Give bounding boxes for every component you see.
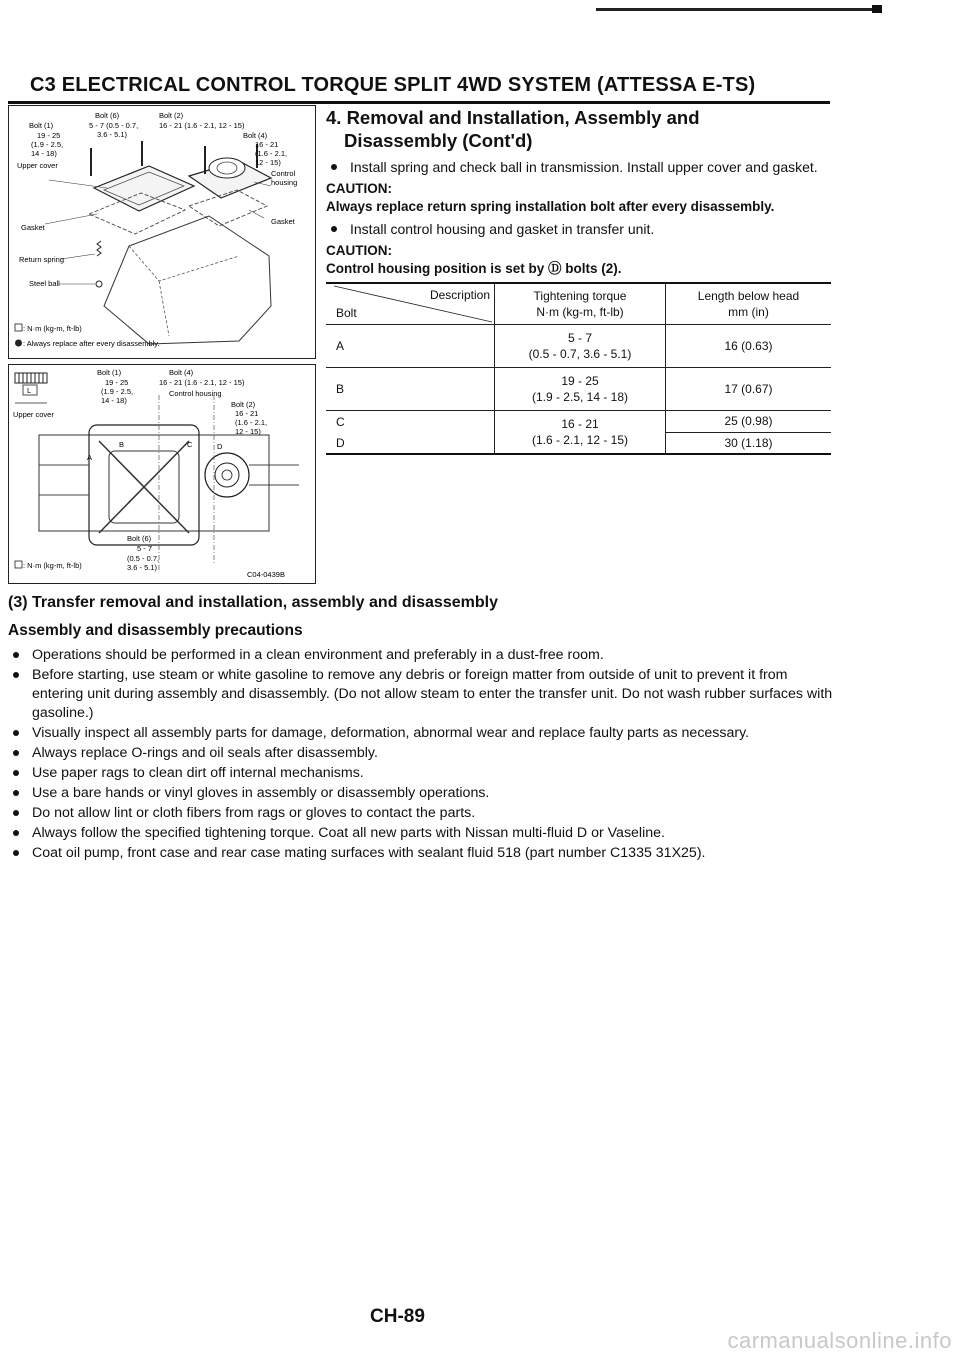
fig2-bolt1-torque2: (1.9 - 2.5,	[101, 387, 134, 396]
fig1-bolt6-label: Bolt (6)	[95, 111, 120, 120]
table-row	[326, 325, 831, 368]
transfer-section	[8, 592, 838, 864]
row-a-torque-1: 5 - 7	[567, 331, 592, 345]
fig2-bolt2-torque: 16 - 21	[235, 409, 259, 418]
fig2-bolt4-label: Bolt (4)	[169, 368, 194, 377]
row-b-torque-1: 19 - 25	[561, 374, 599, 388]
fig1-return-spring-label: Return spring	[19, 255, 65, 264]
fig1-bolt1-torque3: 14 - 18)	[31, 149, 57, 158]
header-length-line1: Length below head	[697, 289, 800, 303]
fig1-legend-replace: : Always replace after every disassembly.	[23, 339, 160, 348]
fig1-bolt6-torque: 5 - 7 (0.5 - 0.7,	[89, 121, 139, 130]
fig2-bolt2-torque2: (1.6 - 2.1,	[235, 418, 268, 427]
list-item: Always replace O-rings and oil seals after disassembly.	[8, 744, 838, 763]
fig2-bolt6-torque3: 3.6 - 5.1)	[127, 563, 158, 572]
fig1-bolt2-label: Bolt (2)	[159, 111, 184, 120]
section-title	[326, 106, 831, 152]
transfer-title: (3) Transfer removal and installation, assembly and disassembly	[8, 594, 498, 611]
fig2-bolt1-label: Bolt (1)	[97, 368, 122, 377]
install-housing-bullet: Install control housing and gasket in transfer unit.	[326, 220, 831, 238]
fig2-A-label: A	[87, 453, 93, 462]
torque-icon	[15, 561, 22, 568]
fig1-gasket-right-label: Gasket	[271, 217, 295, 226]
top-rule	[596, 8, 876, 11]
page-header: C3 ELECTRICAL CONTROL TORQUE SPLIT 4WD SYSTEM (ATTESSA E-TS)	[30, 74, 756, 96]
list-item: Before starting, use steam or white gasoline to remove any debris or foreign matter from outside of unit to prevent it from entering unit during assembly and disassembly. (Do not allow steam to enter the transfer unit. Do not wash rubber surfaces with gasoline.)	[8, 666, 838, 723]
fig1-bolt4-torque3: 12 - 15)	[255, 158, 281, 167]
fig2-bolt2-torque3: 12 - 15)	[235, 427, 261, 436]
header-torque-line1: Tightening torque	[533, 289, 627, 303]
table-row	[326, 368, 831, 411]
row-a-torque	[495, 325, 666, 368]
fig1-legend-torque: : N·m (kg-m, ft-lb)	[23, 324, 82, 333]
list-item: Use paper rags to clean dirt off internal mechanisms.	[8, 764, 838, 783]
fig2-bolt6-label: Bolt (6)	[127, 534, 152, 543]
install-spring-bullet: Install spring and check ball in transmission. Install upper cover and gasket.	[326, 158, 831, 176]
table-row	[326, 411, 831, 433]
table-header-diagonal	[326, 283, 495, 325]
fig1-bolt4-torque2: (1.6 - 2.1,	[255, 149, 288, 158]
list-item: Visually inspect all assembly parts for damage, deformation, abnormal wear and replace faulty parts as necessary.	[8, 724, 838, 743]
fig2-D-label: D	[217, 442, 223, 451]
row-a-length: 16 (0.63)	[666, 325, 832, 368]
header-length-line2: mm (in)	[728, 305, 769, 319]
precautions-list	[8, 646, 838, 863]
fig2-bolt2-label: Bolt (2)	[231, 400, 256, 409]
fig2-upper-cover-label: Upper cover	[13, 410, 54, 419]
row-c-torque-2: (1.6 - 2.1, 12 - 15)	[531, 433, 629, 447]
table-header-row	[326, 283, 831, 325]
list-item: Coat oil pump, front case and rear case mating surfaces with sealant fluid 518 (part number C1335 31X25).	[8, 844, 838, 863]
fig1-gasket-left-label: Gasket	[21, 223, 45, 232]
fig2-legend-torque: : N·m (kg-m, ft-lb)	[23, 561, 82, 570]
fig1-control-housing-label2: housing	[271, 178, 298, 187]
fig2-L-label: L	[27, 386, 32, 395]
list-item: Do not allow lint or cloth fibers from rags or gloves to contact the parts.	[8, 804, 838, 823]
fig1-steel-ball-label: Steel ball	[29, 279, 60, 288]
page-number: CH-89	[370, 1306, 425, 1327]
figure-code: C04-0439B	[247, 570, 285, 579]
row-b-bolt: B	[326, 368, 495, 411]
caution-heading: CAUTION:	[326, 181, 392, 196]
fig2-control-housing-label: Control housing	[169, 389, 222, 398]
header-torque	[495, 283, 666, 325]
row-b-length: 17 (0.67)	[666, 368, 832, 411]
fig1-bolt1-torque2: (1.9 - 2.5,	[31, 140, 64, 149]
caution-text: Always replace return spring installation bolt after every disassembly.	[326, 199, 775, 214]
fig2-B-label: B	[119, 440, 125, 449]
caution-heading-2: CAUTION:	[326, 243, 392, 258]
header-description: Description	[429, 288, 490, 302]
fig2-bolt1-torque: 19 - 25	[105, 378, 129, 387]
top-rule-mark	[872, 5, 882, 13]
right-column	[326, 106, 831, 455]
row-d-bolt: D	[336, 435, 345, 450]
row-b-torque-2: (1.9 - 2.5, 14 - 18)	[531, 390, 629, 404]
fig2-bolt1-torque3: 14 - 18)	[101, 396, 127, 405]
row-c-length: 25 (0.98)	[666, 411, 832, 433]
header-bolt: Bolt	[336, 306, 357, 320]
figure-top-view	[8, 364, 316, 584]
list-item: Operations should be performed in a clean environment and preferably in a dust-free room.	[8, 646, 838, 665]
replace-icon	[15, 340, 22, 347]
row-c-torque-1: 16 - 21	[561, 417, 599, 431]
header-length	[666, 283, 832, 325]
list-item: Always follow the specified tightening torque. Coat all new parts with Nissan multi-fluid D or Vaseline.	[8, 824, 838, 843]
fig1-bolt4-torque: 16 - 21	[255, 140, 279, 149]
row-d-length: 30 (1.18)	[666, 432, 832, 454]
row-a-bolt: A	[326, 325, 495, 368]
caution-text-2: Control housing position is set by Ⓓ bolts (2).	[326, 261, 622, 276]
watermark[interactable]: carmanualsonline.info	[727, 1328, 952, 1353]
fig1-control-housing-label: Control	[271, 169, 296, 178]
fig2-bolt6-torque: 5 - 7	[137, 544, 153, 553]
fig1-bolt4-label: Bolt (4)	[243, 131, 268, 140]
fig1-upper-cover-label: Upper cover	[17, 161, 58, 170]
row-cd-torque	[495, 411, 666, 455]
section-title-line1: 4. Removal and Installation, Assembly and	[326, 107, 700, 128]
precautions-subtitle: Assembly and disassembly precautions	[8, 622, 303, 639]
header-rule	[8, 101, 830, 104]
fig1-bolt6-torque2: 3.6 - 5.1)	[97, 130, 128, 139]
fig2-bolt6-torque2: (0.5 - 0.7,	[127, 554, 160, 563]
row-a-torque-2: (0.5 - 0.7, 3.6 - 5.1)	[528, 347, 632, 361]
section-title-line2: Disassembly (Cont'd)	[344, 130, 533, 151]
figure-exploded-view	[8, 105, 316, 359]
bolt-spec-table	[326, 282, 831, 455]
row-c-bolt: C	[336, 414, 345, 429]
fig2-C-label: C	[187, 440, 193, 449]
fig1-bolt1-torque: 19 - 25	[37, 131, 61, 140]
fig1-bolt2-torque: 16 - 21 (1.6 - 2.1, 12 - 15)	[159, 121, 245, 130]
fig1-bolt1-label: Bolt (1)	[29, 121, 54, 130]
torque-icon	[15, 324, 22, 331]
fig2-bolt4-torque: 16 - 21 (1.6 - 2.1, 12 - 15)	[159, 378, 245, 387]
list-item: Use a bare hands or vinyl gloves in assembly or disassembly operations.	[8, 784, 838, 803]
header-torque-line2: N·m (kg-m, ft-lb)	[536, 305, 624, 319]
row-b-torque	[495, 368, 666, 411]
